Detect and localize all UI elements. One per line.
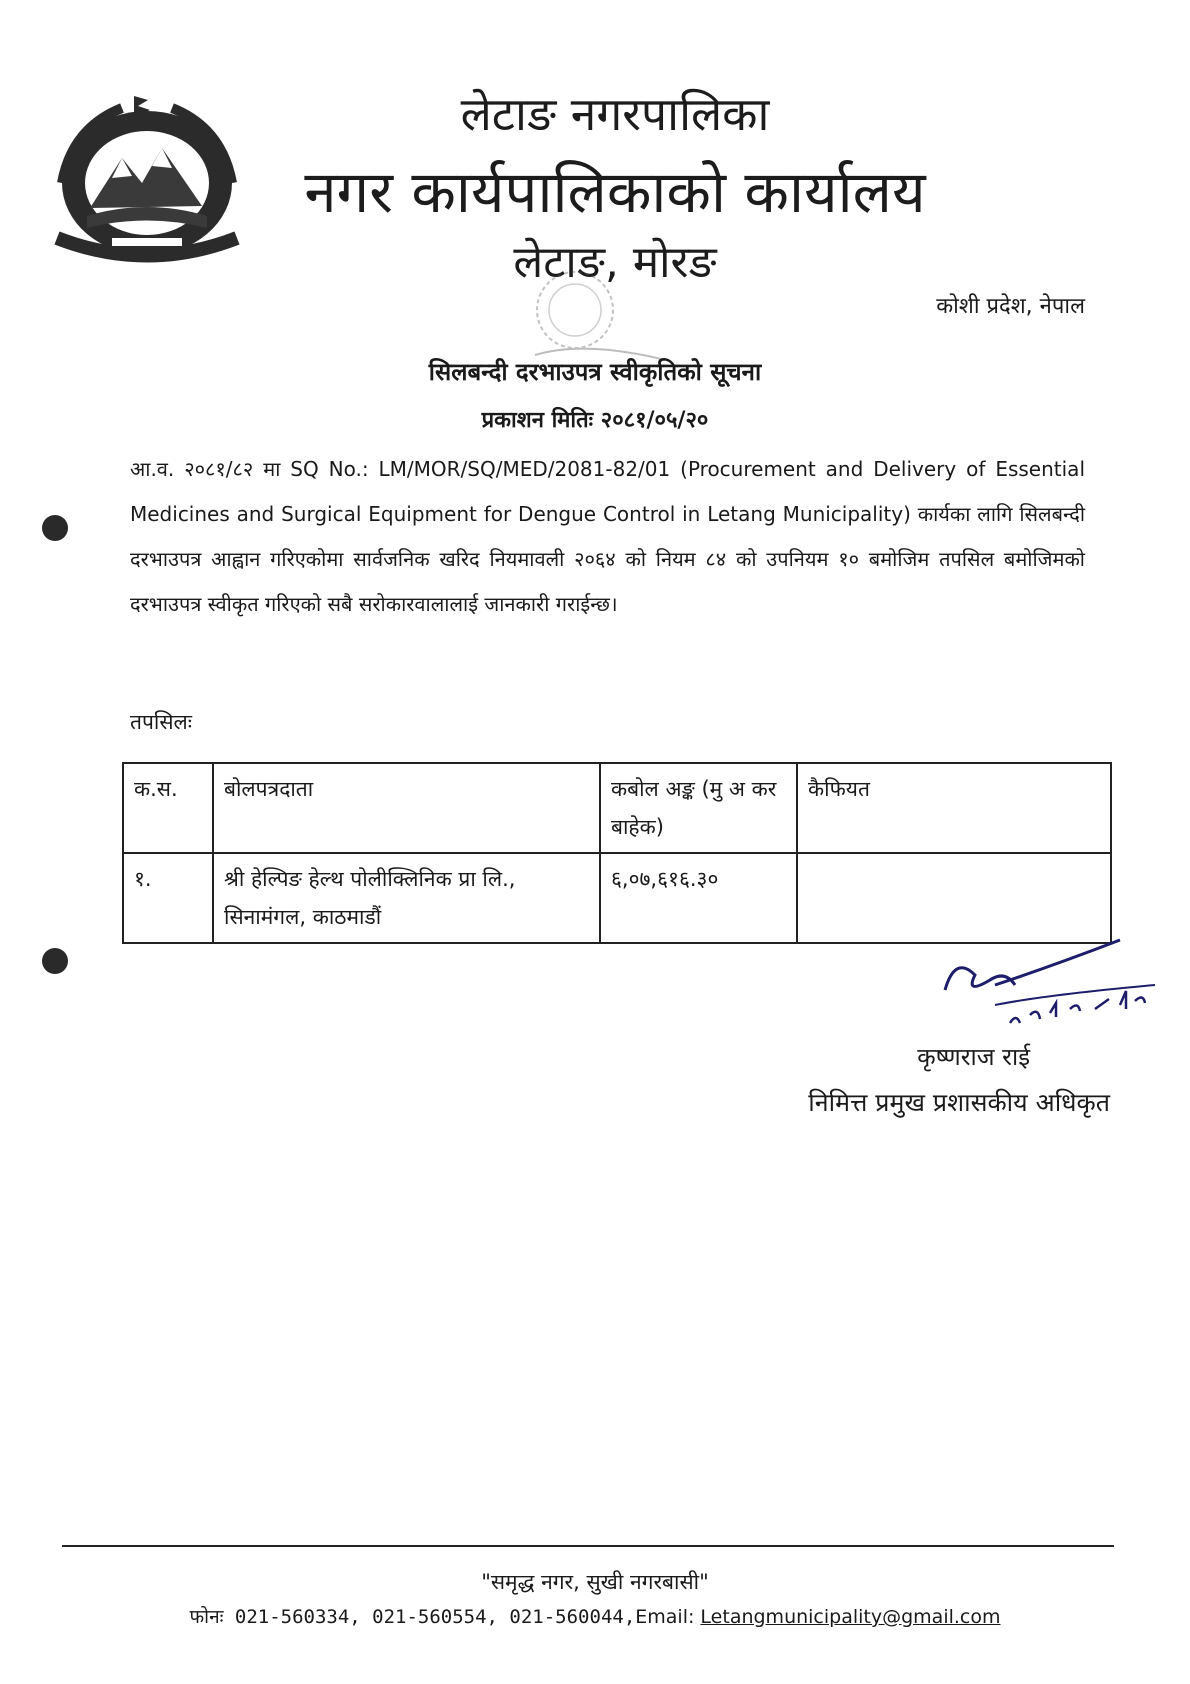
table-header-row <box>123 763 1111 853</box>
notice-body: आ.व. २०८१/८२ मा SQ No.: LM/MOR/SQ/MED/2081-82/01 (Procurement and Delivery of Essential Medicines and Surgical Equipment for Dengue Control in Letang Municipality) कार्यका लागि सिलबन्दी दरभाउपत्र आह्वान गरिएकोमा सार्वजनिक खरिद नियमावली २०६४ को नियम ८४ को उपनियम १० बमोजिम तपसिल बमोजिमको दरभाउपत्र स्वीकृत गरिएको सबै सरोकारवालालाई जानकारी गराईन्छ। <box>130 457 1085 616</box>
column-header: क.स. <box>123 763 213 853</box>
bidder-cell: श्री हेल्पिङ हेल्थ पोलीक्लिनिक प्रा लि., सिनामंगल, काठमाडौं <box>213 853 600 943</box>
signature-icon <box>935 935 1175 1055</box>
notice-title: सिलबन्दी दरभाउपत्र स्वीकृतिको सूचना <box>428 358 762 386</box>
signer-name: कृष्णराज राई <box>917 1043 1030 1071</box>
province-label: कोशी प्रदेश, नेपाल <box>936 294 1085 319</box>
footer-slogan: "समृद्ध नगर, सुखी नगरबासी" <box>481 1570 709 1594</box>
email-label: Email: <box>635 1606 701 1628</box>
signer-designation: निमित्त प्रमुख प्रशासकीय अधिकृत <box>808 1088 1110 1117</box>
serial-number-cell: १. <box>123 853 213 943</box>
footer-divider <box>62 1545 1114 1547</box>
margin-mark-icon <box>42 948 68 974</box>
margin-mark-icon <box>42 515 68 541</box>
details-label: तपसिलः <box>130 710 193 734</box>
publication-date: प्रकाशन मितिः २०८१/०५/२० <box>481 408 709 433</box>
column-header: कबोल अङ्क (मु अ कर बाहेक) <box>600 763 797 853</box>
bid-acceptance-table <box>122 762 1112 944</box>
email-link[interactable]: Letangmunicipality@gmail.com <box>700 1606 1001 1628</box>
amount-cell: ६,०७,६१६.३० <box>600 853 797 943</box>
remarks-cell <box>797 853 1111 943</box>
footer-contact <box>0 1603 1190 1629</box>
column-header: कैफियत <box>797 763 1111 853</box>
office-location: लेटाङ, मोरङ <box>513 237 717 288</box>
table-row <box>123 853 1111 943</box>
phone-numbers: फोनः 021-560334, 021-560554, 021-560044, <box>189 1606 636 1628</box>
office-name: नगर कार्यपालिकाको कार्यालय <box>304 158 926 226</box>
municipality-name: लेटाङ नगरपालिका <box>460 87 770 141</box>
column-header: बोलपत्रदाता <box>213 763 600 853</box>
